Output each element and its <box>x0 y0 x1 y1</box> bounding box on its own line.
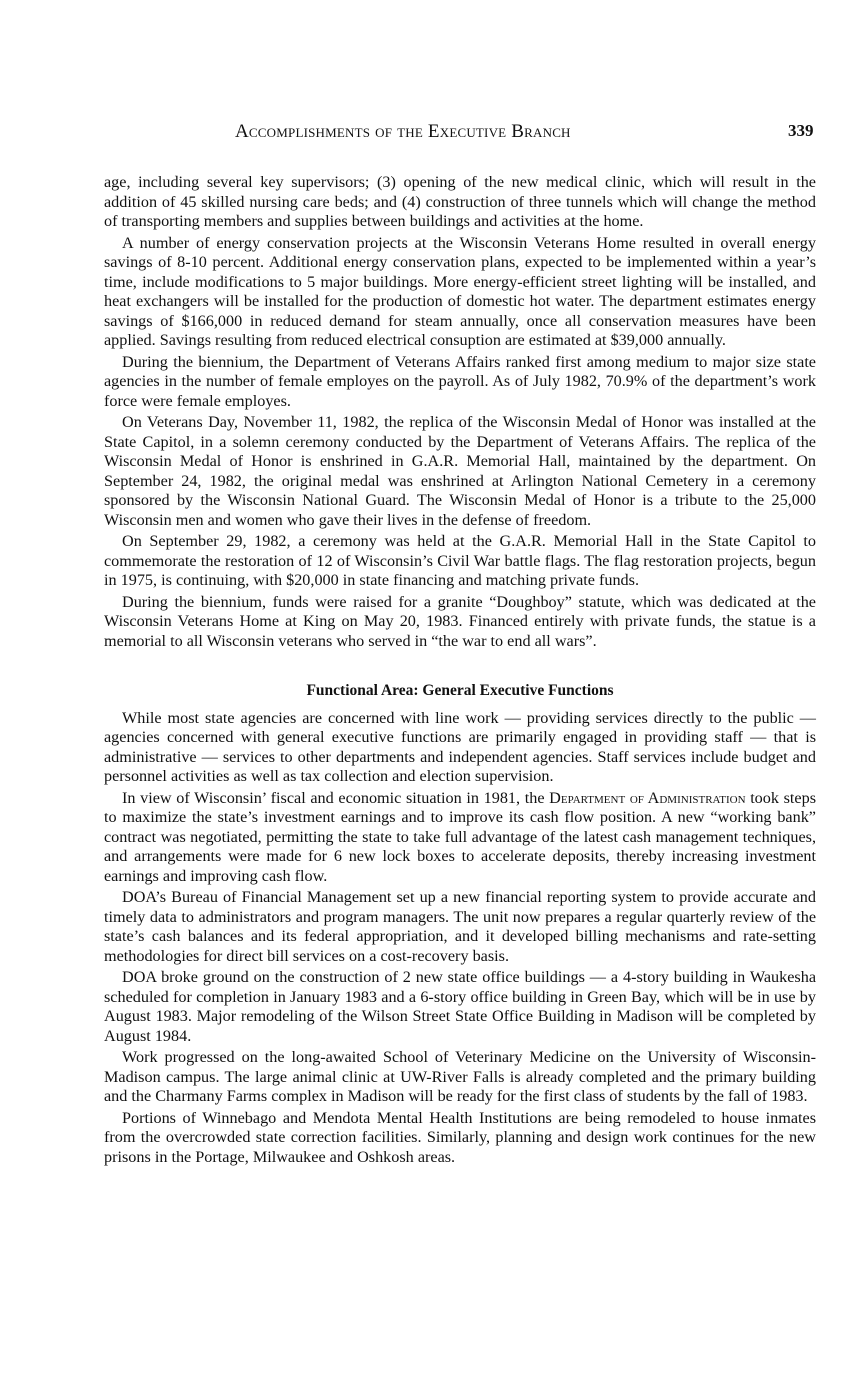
paragraph: Portions of Winnebago and Mendota Mental Health Institutions are being remodeled to house inmates from the overcrowded state correction facilities. Similarly, planning and design work continues for the new prisons in the Portage, Milwaukee and Oshkosh areas. <box>104 1108 816 1166</box>
department-name: Department of Administration <box>549 788 746 807</box>
body-text <box>104 173 816 1167</box>
paragraph: On September 29, 1982, a ceremony was held at the G.A.R. Memorial Hall in the State Capitol to commemorate the restoration of 12 of Wisconsin’s Civil War battle flags. The flag restoration projects, begun in 1975, is continuing, with $20,000 in state financing and matching private funds. <box>104 532 816 589</box>
paragraph: DOA broke ground on the construction of 2 new state office buildings — a 4-story building in Waukesha scheduled for completion in January 1983 and a 6-story office building in Green Bay, which will be in use by August 1983. Major remodeling of the Wilson Street State Office Building in Madison will be completed by August 1984. <box>104 968 816 1045</box>
paragraph: During the biennium, the Department of Veterans Affairs ranked first among medium to major size state agencies in the number of female employes on the payroll. As of July 1982, 70.9% of the department’s work force were female employes. <box>104 352 816 410</box>
running-header <box>0 121 859 147</box>
paragraph-fiscal-end: took steps to maximize the state’s investment earnings and to improve its cash flow position. A new “working bank” contract was negotiated, permitting the state to take full advantage of the latest cash management techniques, and arrangements were made for 6 new lock boxes to accelerate deposits, thereby increasing investment earnings and improving cash flow. <box>104 788 817 885</box>
header-title: Accomplishments of the Executive Branch <box>235 121 571 142</box>
paragraph: age, including several key supervisors; (3) opening of the new medical clinic, which will result in the addition of 45 skilled nursing care beds; and (4) construction of three tunnels which will change the method of transporting members and supplies between buildings and activities at the home. <box>104 173 816 230</box>
paragraph-fiscal-start: In view of Wisconsin’ fiscal and economic situation in 1981, the <box>122 788 550 807</box>
paragraph: Work progressed on the long-awaited School of Veterinary Medicine on the University of Wisconsin-Madison campus. The large animal clinic at UW-River Falls is already completed and the primary building and the Charmany Farms complex in Madison will be ready for the first class of students by the fall of 1983. <box>104 1048 816 1105</box>
paragraph: DOA’s Bureau of Financial Management set up a new financial reporting system to provide accurate and timely data to administrators and program managers. The unit now prepares a regular quarterly review of the state’s cash balances and its federal appropriation, and it developed billing mechanisms and rate-setting methodologies for direct bill services on a cost-recovery basis. <box>104 888 816 965</box>
paragraph: On Veterans Day, November 11, 1982, the replica of the Wisconsin Medal of Honor was installed at the State Capitol, in a solemn ceremony conducted by the Department of Veterans Affairs. The replica of the Wisconsin Medal of Honor is enshrined in G.A.R. Memorial Hall, maintained by the department. On September 24, 1982, the original medal was enshrined at Arlington National Cemetery in a ceremony sponsored by the Wisconsin National Guard. The Wisconsin Medal of Honor is a tribute to the 25,000 Wisconsin men and women who gave their lives in the defense of freedom. <box>104 413 816 529</box>
section-heading: Functional Area: General Executive Functions <box>306 682 614 699</box>
paragraph-fiscal <box>104 789 816 887</box>
paragraph: While most state agencies are concerned with line work — providing services directly to the public — agencies concerned with general executive functions are primarily engaged in providing staff — that is administrative — services to other departments and independent agencies. Staff services include budget and personnel activities as well as tax collection and election supervision. <box>104 708 816 785</box>
paragraph: A number of energy conservation projects at the Wisconsin Veterans Home resulted in overall energy savings of 8-10 percent. Additional energy conservation plans, expected to be implemented within a year’s time, include modifications to 5 major buildings. More energy-efficient street lighting will be installed, and heat exchangers will be installed for the production of domestic hot water. The department estimates energy savings of $166,000 in reduced demand for steam annually, once all conservation measures have been applied. Savings resulting from reduced electrical consuption are estimated at $39,000 annually. <box>104 233 816 349</box>
paragraph: During the biennium, funds were raised for a granite “Doughboy” statute, which was dedicated at the Wisconsin Veterans Home at King on May 20, 1983. Financed entirely with private funds, the statue is a memorial to all Wisconsin veterans who served in “the war to end all wars”. <box>104 592 816 650</box>
page-number: 339 <box>788 121 814 140</box>
